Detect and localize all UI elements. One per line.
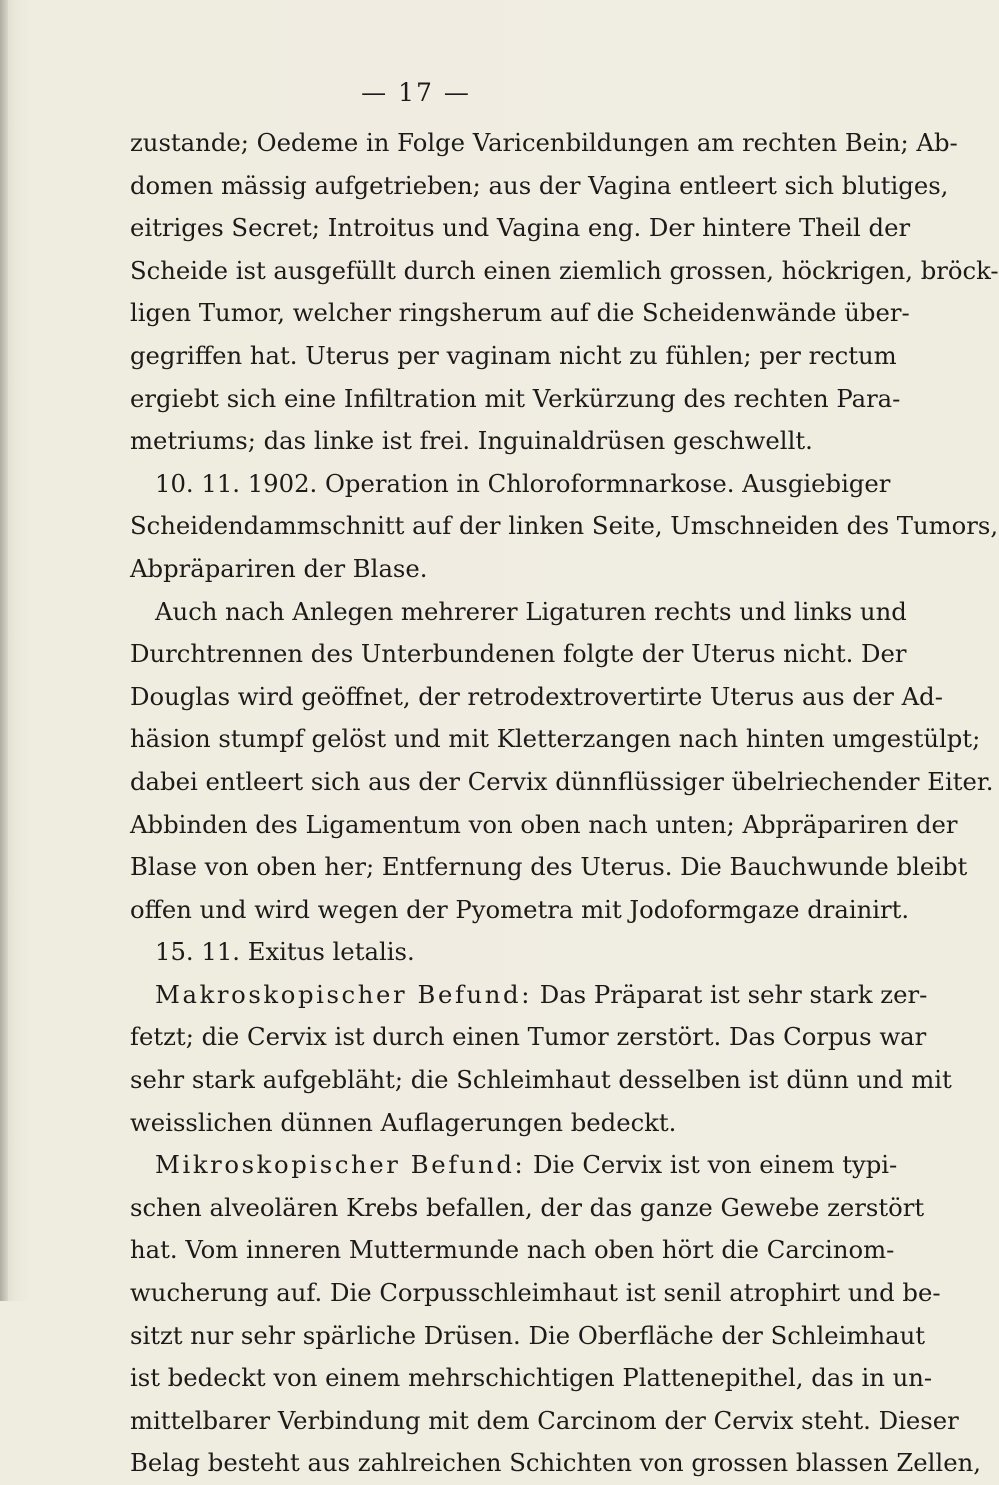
text-line: [130, 1229, 895, 1272]
page-number: — 17 —: [361, 78, 471, 107]
text-run: Abpräpariren der Blase.: [130, 553, 428, 583]
text-run: Durchtrennen des Unterbundenen folgte der Uterus nicht. Der: [130, 639, 907, 669]
text-line: [130, 591, 907, 634]
text-run: hat. Vom inneren Muttermunde nach oben hört die Carcinom-: [130, 1235, 895, 1265]
text-run: offen und wird wegen der Pyometra mit Jodoformgaze drainirt.: [130, 894, 910, 924]
text-line: [130, 548, 756, 591]
text-line: [130, 1102, 756, 1145]
text-run: schen alveolären Krebs befallen, der das ganze Gewebe zerstört: [130, 1192, 925, 1222]
text-run: gegriffen hat. Uterus per vaginam nicht zu fühlen; per rectum: [130, 340, 897, 370]
text-run: Blase von oben her; Entfernung des Uterus. Die Bauchwunde bleibt: [130, 852, 968, 882]
text-line: [130, 1144, 898, 1187]
text-run: Douglas wird geöffnet, der retrodextrovertirte Uterus aus der Ad-: [130, 681, 943, 711]
text-run: sehr stark aufgebläht; die Schleimhaut desselben ist dünn und mit: [130, 1065, 952, 1095]
text-run: 15. 11. Exitus letalis.: [155, 937, 415, 967]
text-run: Die Cervix ist von einem typi-: [525, 1150, 898, 1180]
text-line: [130, 505, 999, 548]
text-line: [130, 122, 958, 165]
text-line: [130, 846, 968, 889]
text-run: ergiebt sich eine Infiltration mit Verkürzung des rechten Para-: [130, 383, 901, 413]
text-line: [130, 335, 897, 378]
text-run: Abbinden des Ligamentum von oben nach unten; Abpräpariren der: [130, 809, 958, 839]
text-line: [130, 463, 891, 506]
text-line: [130, 633, 907, 676]
text-line: [130, 718, 981, 761]
text-run: eitriges Secret; Introitus und Vagina eng. Der hintere Theil der: [130, 213, 911, 243]
text-run: zustande; Oedeme in Folge Varicenbildungen am rechten Bein; Ab-: [130, 128, 958, 157]
text-line: [130, 1400, 959, 1443]
text-run: Scheide ist ausgefüllt durch einen ziemlich grossen, höckrigen, bröck-: [130, 255, 999, 285]
text-line: [130, 889, 910, 932]
text-run: häsion stumpf gelöst und mit Kletterzangen nach hinten umgestülpt;: [130, 724, 981, 754]
text-run: 10. 11. 1902. Operation in Chloroformnarkose. Ausgiebiger: [155, 468, 891, 498]
text-run: sitzt nur sehr spärliche Drüsen. Die Oberfläche der Schleimhaut: [130, 1320, 926, 1350]
body-text: [130, 122, 999, 1485]
text-run: Auch nach Anlegen mehrerer Ligaturen rechts und links und: [155, 596, 907, 626]
text-line: [130, 931, 756, 974]
text-line: [130, 761, 994, 804]
text-run: ist bedeckt von einem mehrschichtigen Plattenepithel, das in un-: [130, 1363, 933, 1393]
text-line: [130, 250, 999, 293]
text-line: [130, 676, 943, 719]
text-line: [130, 420, 813, 463]
text-line: [130, 1272, 941, 1315]
binding-edge: [0, 0, 8, 1301]
text-line: [130, 207, 911, 250]
text-line: [130, 1016, 927, 1059]
text-run: ligen Tumor, welcher ringsherum auf die Scheidenwände über-: [130, 298, 910, 328]
section-heading: Mikroskopischer Befund:: [155, 1150, 526, 1180]
section-heading: Makroskopischer Befund:: [155, 979, 532, 1009]
text-run: Belag besteht aus zahlreichen Schichten von grossen blassen Zellen,: [130, 1448, 981, 1478]
text-line: [130, 1357, 933, 1400]
text-run: mittelbarer Verbindung mit dem Carcinom der Cervix steht. Dieser: [130, 1405, 959, 1435]
text-run: Das Präparat ist sehr stark zer-: [531, 979, 928, 1009]
text-line: [130, 165, 949, 208]
text-line: [130, 1187, 925, 1230]
text-run: wucherung auf. Die Corpusschleimhaut ist senil atrophirt und be-: [130, 1278, 941, 1308]
text-run: weisslichen dünnen Auflagerungen bedeckt.: [130, 1107, 677, 1137]
text-line: [130, 292, 910, 335]
text-line: [130, 1442, 981, 1485]
text-line: [130, 804, 958, 847]
text-line: [130, 1315, 926, 1358]
text-line: [130, 974, 928, 1017]
text-line: [130, 1059, 952, 1102]
text-run: fetzt; die Cervix ist durch einen Tumor zerstört. Das Corpus war: [130, 1022, 927, 1052]
text-run: Scheidendammschnitt auf der linken Seite, Umschneiden des Tumors,: [130, 511, 999, 541]
text-run: metriums; das linke ist frei. Inguinaldrüsen geschwellt.: [130, 426, 813, 456]
text-run: domen mässig aufgetrieben; aus der Vagina entleert sich blutiges,: [130, 170, 949, 200]
text-line: [130, 378, 901, 421]
text-run: dabei entleert sich aus der Cervix dünnflüssiger übelriechender Eiter.: [130, 766, 994, 796]
